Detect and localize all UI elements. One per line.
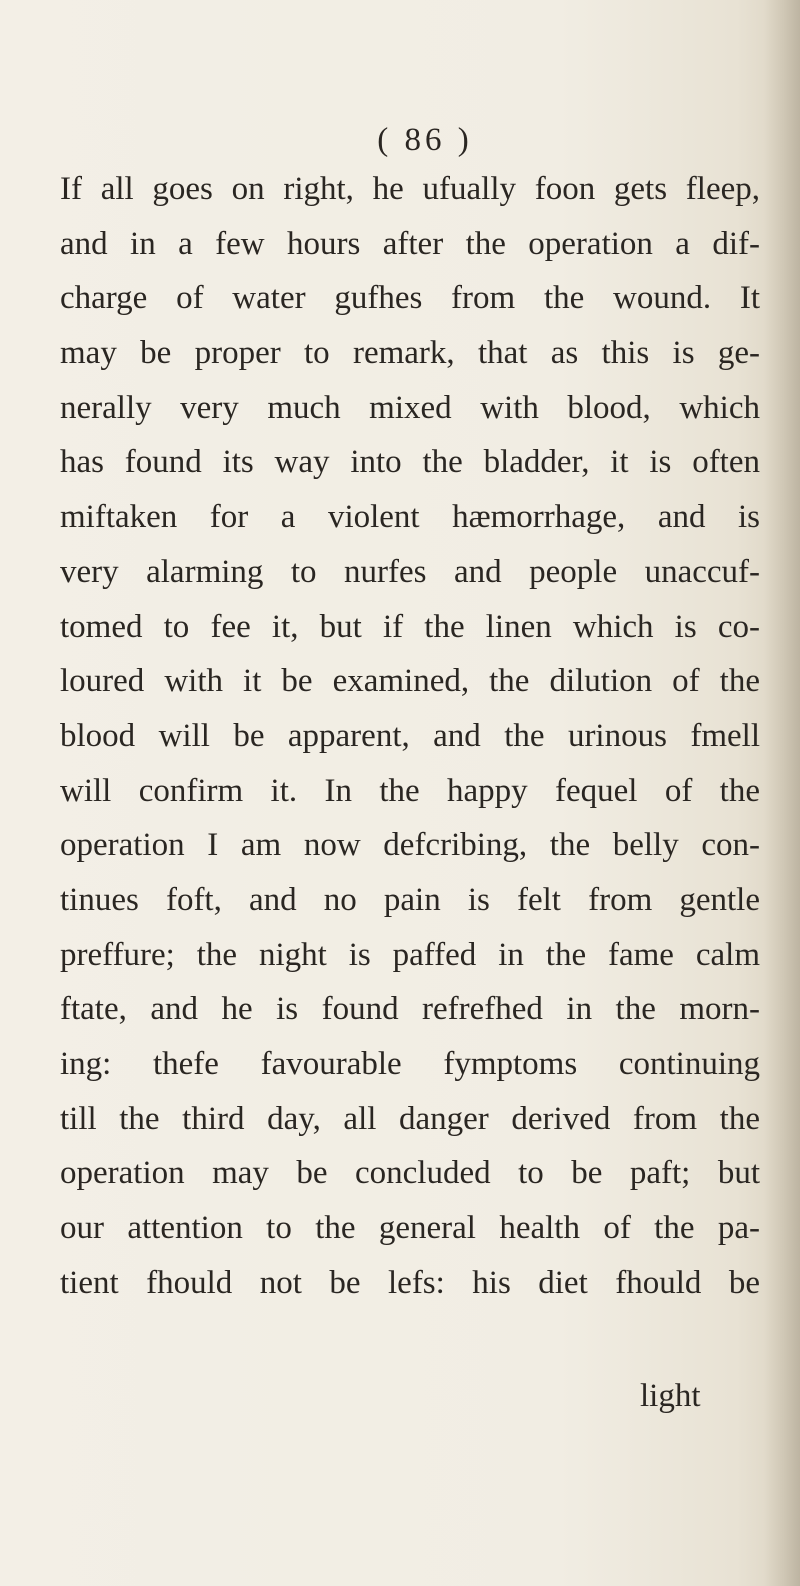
text-line: operation may be concluded to be paft; but	[60, 1155, 760, 1192]
text-line: tinues foft, and no pain is felt from gentle	[60, 881, 760, 918]
text-line: operation I am now defcribing, the belly con-	[60, 827, 760, 864]
catchword: light	[640, 1378, 701, 1414]
page-number: ( 86 )	[377, 122, 473, 158]
text-line: ing: thefe favourable fymptoms continuing	[60, 1046, 760, 1082]
text-line: our attention to the general health of the pa-	[60, 1210, 760, 1247]
text-line: preffure; the night is paffed in the fame calm	[60, 936, 760, 973]
text-line: tient fhould not be lefs: his diet fhould be	[60, 1264, 760, 1301]
page-edge-shadow	[764, 0, 800, 1586]
text-line: will confirm it. In the happy fequel of the	[60, 772, 760, 809]
text-line: ftate, and he is found refrefhed in the morn-	[60, 991, 760, 1028]
text-line: charge of water gufhes from the wound. It	[60, 280, 760, 317]
text-line: very alarming to nurfes and people unaccuf-	[60, 553, 760, 590]
text-line: till the third day, all danger derived from the	[60, 1100, 760, 1137]
text-line: miftaken for a violent hæmorrhage, and is	[60, 499, 760, 536]
text-line: has found its way into the bladder, it is often	[60, 444, 760, 481]
text-line: If all goes on right, he ufually foon gets fleep,	[60, 171, 760, 207]
text-line: tomed to fee it, but if the linen which is co-	[60, 608, 760, 645]
body-text	[60, 162, 760, 1310]
text-line: blood will be apparent, and the urinous fmell	[60, 717, 760, 754]
text-line: nerally very much mixed with blood, which	[60, 389, 760, 426]
text-line: may be proper to remark, that as this is ge-	[60, 335, 760, 372]
text-line: loured with it be examined, the dilution of the	[60, 663, 760, 700]
text-line: and in a few hours after the operation a dif-	[60, 225, 760, 262]
